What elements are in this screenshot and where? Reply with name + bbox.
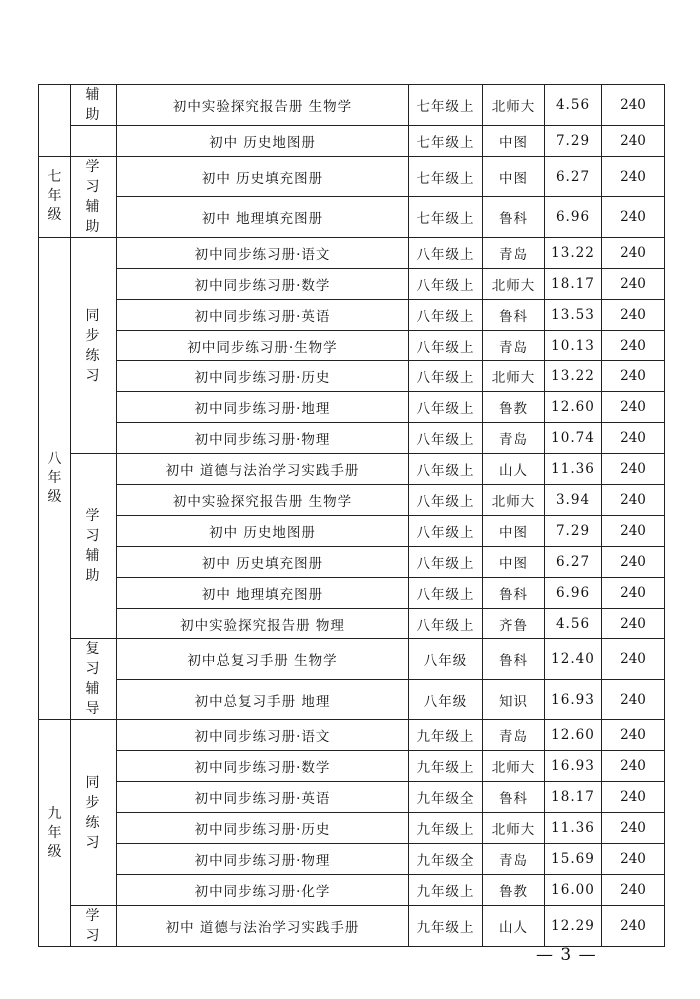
price-cell: 13.22 — [545, 361, 602, 392]
table-row — [39, 813, 665, 844]
book-title-cell: 初中同步练习册·英语 — [117, 782, 409, 813]
price-cell: 15.69 — [545, 844, 602, 875]
publisher-cell: 北师大 — [483, 813, 545, 844]
quantity-cell: 240 — [602, 546, 665, 577]
publisher-cell: 知识 — [483, 679, 545, 720]
grade-cell: 八年级上 — [409, 608, 483, 639]
price-cell: 12.60 — [545, 720, 602, 751]
category-cell-label: 复 习 辅 导 — [85, 641, 102, 718]
quantity-cell: 240 — [602, 844, 665, 875]
price-cell: 4.56 — [545, 85, 602, 126]
quantity-cell: 240 — [602, 85, 665, 126]
grade-group-cell — [39, 237, 71, 720]
table-row — [39, 156, 665, 197]
grade-cell: 九年级上 — [409, 751, 483, 782]
publisher-cell: 鲁教 — [483, 392, 545, 423]
quantity-cell: 240 — [602, 874, 665, 905]
publisher-cell: 鲁教 — [483, 874, 545, 905]
grade-group-cell — [39, 85, 71, 157]
book-title-cell: 初中 道德与法治学习实践手册 — [117, 905, 409, 946]
category-cell — [71, 237, 117, 453]
grade-cell: 八年级上 — [409, 299, 483, 330]
grade-cell: 八年级上 — [409, 330, 483, 361]
publisher-cell: 鲁科 — [483, 639, 545, 680]
quantity-cell: 240 — [602, 608, 665, 639]
table-row — [39, 299, 665, 330]
book-title-cell: 初中同步练习册·物理 — [117, 844, 409, 875]
price-cell: 11.36 — [545, 813, 602, 844]
quantity-cell: 240 — [602, 330, 665, 361]
publisher-cell: 中图 — [483, 515, 545, 546]
book-title-cell: 初中 道德与法治学习实践手册 — [117, 454, 409, 485]
price-cell: 7.29 — [545, 126, 602, 157]
quantity-cell: 240 — [602, 156, 665, 197]
quantity-cell: 240 — [602, 720, 665, 751]
category-cell — [71, 85, 117, 126]
quantity-cell: 240 — [602, 515, 665, 546]
book-title-cell: 初中同步练习册·化学 — [117, 874, 409, 905]
book-title-cell: 初中 地理填充图册 — [117, 197, 409, 238]
quantity-cell: 240 — [602, 197, 665, 238]
book-title-cell: 初中总复习手册 生物学 — [117, 639, 409, 680]
book-title-cell: 初中同步练习册·地理 — [117, 392, 409, 423]
table-row — [39, 546, 665, 577]
grade-group-cell-label: 八 年 级 — [47, 451, 62, 506]
publisher-cell: 北师大 — [483, 268, 545, 299]
grade-group-cell-label: 七 年 级 — [47, 169, 62, 224]
table-row — [39, 577, 665, 608]
table-row — [39, 782, 665, 813]
book-title-cell: 初中同步练习册·英语 — [117, 299, 409, 330]
book-title-cell: 初中 历史地图册 — [117, 515, 409, 546]
grade-group-cell — [39, 720, 71, 946]
publisher-cell: 北师大 — [483, 751, 545, 782]
book-title-cell: 初中同步练习册·历史 — [117, 361, 409, 392]
publisher-cell: 中图 — [483, 546, 545, 577]
book-title-cell: 初中同步练习册·生物学 — [117, 330, 409, 361]
publisher-cell: 青岛 — [483, 330, 545, 361]
book-title-cell: 初中 历史填充图册 — [117, 546, 409, 577]
table-row — [39, 679, 665, 720]
price-cell: 13.53 — [545, 299, 602, 330]
book-title-cell: 初中 历史填充图册 — [117, 156, 409, 197]
category-cell-label: 辅 助 — [85, 87, 102, 123]
grade-cell: 七年级上 — [409, 156, 483, 197]
table-row — [39, 608, 665, 639]
grade-cell: 八年级上 — [409, 268, 483, 299]
textbook-table — [38, 84, 665, 947]
book-title-cell: 初中同步练习册·物理 — [117, 423, 409, 454]
publisher-cell: 鲁科 — [483, 577, 545, 608]
quantity-cell: 240 — [602, 639, 665, 680]
publisher-cell: 北师大 — [483, 85, 545, 126]
category-cell-label: 同 步 练 习 — [85, 774, 102, 851]
category-cell-label: 学 习 辅 助 — [85, 158, 102, 235]
quantity-cell: 240 — [602, 454, 665, 485]
table-row — [39, 454, 665, 485]
price-cell: 7.29 — [545, 515, 602, 546]
table-body — [39, 85, 665, 947]
category-cell-label: 学 习 辅 助 — [85, 508, 102, 585]
price-cell: 6.27 — [545, 156, 602, 197]
grade-cell: 八年级上 — [409, 361, 483, 392]
publisher-cell: 山人 — [483, 905, 545, 946]
book-title-cell: 初中同步练习册·语文 — [117, 720, 409, 751]
grade-cell: 七年级上 — [409, 126, 483, 157]
quantity-cell: 240 — [602, 361, 665, 392]
table-row — [39, 720, 665, 751]
price-cell: 18.17 — [545, 268, 602, 299]
book-title-cell: 初中实验探究报告册 物理 — [117, 608, 409, 639]
quantity-cell: 240 — [602, 905, 665, 946]
price-cell: 12.29 — [545, 905, 602, 946]
book-title-cell: 初中同步练习册·数学 — [117, 268, 409, 299]
quantity-cell: 240 — [602, 782, 665, 813]
category-cell-label: 学 习 — [85, 907, 102, 944]
table-row — [39, 844, 665, 875]
category-cell-label: 同 步 练 习 — [85, 307, 102, 384]
price-cell: 12.60 — [545, 392, 602, 423]
table-row — [39, 423, 665, 454]
quantity-cell: 240 — [602, 679, 665, 720]
quantity-cell: 240 — [602, 485, 665, 516]
grade-cell: 八年级 — [409, 639, 483, 680]
grade-cell: 八年级上 — [409, 546, 483, 577]
table-row — [39, 126, 665, 157]
book-title-cell: 初中实验探究报告册 生物学 — [117, 85, 409, 126]
publisher-cell: 鲁科 — [483, 197, 545, 238]
price-cell: 16.93 — [545, 751, 602, 782]
price-cell: 16.00 — [545, 874, 602, 905]
quantity-cell: 240 — [602, 577, 665, 608]
grade-group-cell-label: 九 年 级 — [47, 805, 62, 860]
publisher-cell: 中图 — [483, 126, 545, 157]
quantity-cell: 240 — [602, 299, 665, 330]
table-row — [39, 361, 665, 392]
price-cell: 6.96 — [545, 577, 602, 608]
table-row — [39, 268, 665, 299]
table-row — [39, 85, 665, 126]
quantity-cell: 240 — [602, 751, 665, 782]
price-cell: 6.27 — [545, 546, 602, 577]
publisher-cell: 青岛 — [483, 844, 545, 875]
price-cell: 3.94 — [545, 485, 602, 516]
book-title-cell: 初中总复习手册 地理 — [117, 679, 409, 720]
quantity-cell: 240 — [602, 813, 665, 844]
book-title-cell: 初中 地理填充图册 — [117, 577, 409, 608]
table-row — [39, 874, 665, 905]
book-title-cell: 初中实验探究报告册 生物学 — [117, 485, 409, 516]
publisher-cell: 鲁科 — [483, 782, 545, 813]
grade-cell: 九年级上 — [409, 813, 483, 844]
price-cell: 12.40 — [545, 639, 602, 680]
category-cell — [71, 454, 117, 639]
table-row — [39, 751, 665, 782]
quantity-cell: 240 — [602, 268, 665, 299]
table-row — [39, 485, 665, 516]
grade-cell: 八年级上 — [409, 392, 483, 423]
publisher-cell: 青岛 — [483, 423, 545, 454]
page-number: — 3 — — [536, 945, 597, 965]
book-title-cell: 初中 历史地图册 — [117, 126, 409, 157]
grade-cell: 八年级上 — [409, 577, 483, 608]
grade-cell: 八年级上 — [409, 237, 483, 268]
quantity-cell: 240 — [602, 392, 665, 423]
grade-cell: 八年级上 — [409, 485, 483, 516]
publisher-cell: 北师大 — [483, 361, 545, 392]
book-title-cell: 初中同步练习册·历史 — [117, 813, 409, 844]
grade-cell: 八年级上 — [409, 454, 483, 485]
price-cell: 4.56 — [545, 608, 602, 639]
price-cell: 10.74 — [545, 423, 602, 454]
category-cell — [71, 126, 117, 157]
grade-cell: 八年级 — [409, 679, 483, 720]
publisher-cell: 北师大 — [483, 485, 545, 516]
publisher-cell: 青岛 — [483, 237, 545, 268]
grade-cell: 八年级上 — [409, 515, 483, 546]
grade-cell: 八年级上 — [409, 423, 483, 454]
category-cell — [71, 639, 117, 720]
price-cell: 18.17 — [545, 782, 602, 813]
grade-cell: 七年级上 — [409, 197, 483, 238]
table-row — [39, 392, 665, 423]
price-cell: 11.36 — [545, 454, 602, 485]
publisher-cell: 山人 — [483, 454, 545, 485]
grade-cell: 九年级上 — [409, 720, 483, 751]
publisher-cell: 齐鲁 — [483, 608, 545, 639]
price-cell: 6.96 — [545, 197, 602, 238]
grade-cell: 九年级全 — [409, 844, 483, 875]
grade-cell: 九年级上 — [409, 874, 483, 905]
publisher-cell: 鲁科 — [483, 299, 545, 330]
publisher-cell: 中图 — [483, 156, 545, 197]
publisher-cell: 青岛 — [483, 720, 545, 751]
book-title-cell: 初中同步练习册·语文 — [117, 237, 409, 268]
category-cell — [71, 905, 117, 946]
table-row — [39, 197, 665, 238]
table-row — [39, 237, 665, 268]
grade-group-cell — [39, 156, 71, 237]
table-row — [39, 639, 665, 680]
table-row — [39, 330, 665, 361]
price-cell: 16.93 — [545, 679, 602, 720]
table-row — [39, 515, 665, 546]
table-row — [39, 905, 665, 946]
grade-cell: 九年级全 — [409, 782, 483, 813]
quantity-cell: 240 — [602, 237, 665, 268]
price-cell: 13.22 — [545, 237, 602, 268]
price-cell: 10.13 — [545, 330, 602, 361]
grade-cell: 九年级上 — [409, 905, 483, 946]
grade-cell: 七年级上 — [409, 85, 483, 126]
quantity-cell: 240 — [602, 126, 665, 157]
book-title-cell: 初中同步练习册·数学 — [117, 751, 409, 782]
quantity-cell: 240 — [602, 423, 665, 454]
category-cell — [71, 720, 117, 905]
category-cell — [71, 156, 117, 237]
